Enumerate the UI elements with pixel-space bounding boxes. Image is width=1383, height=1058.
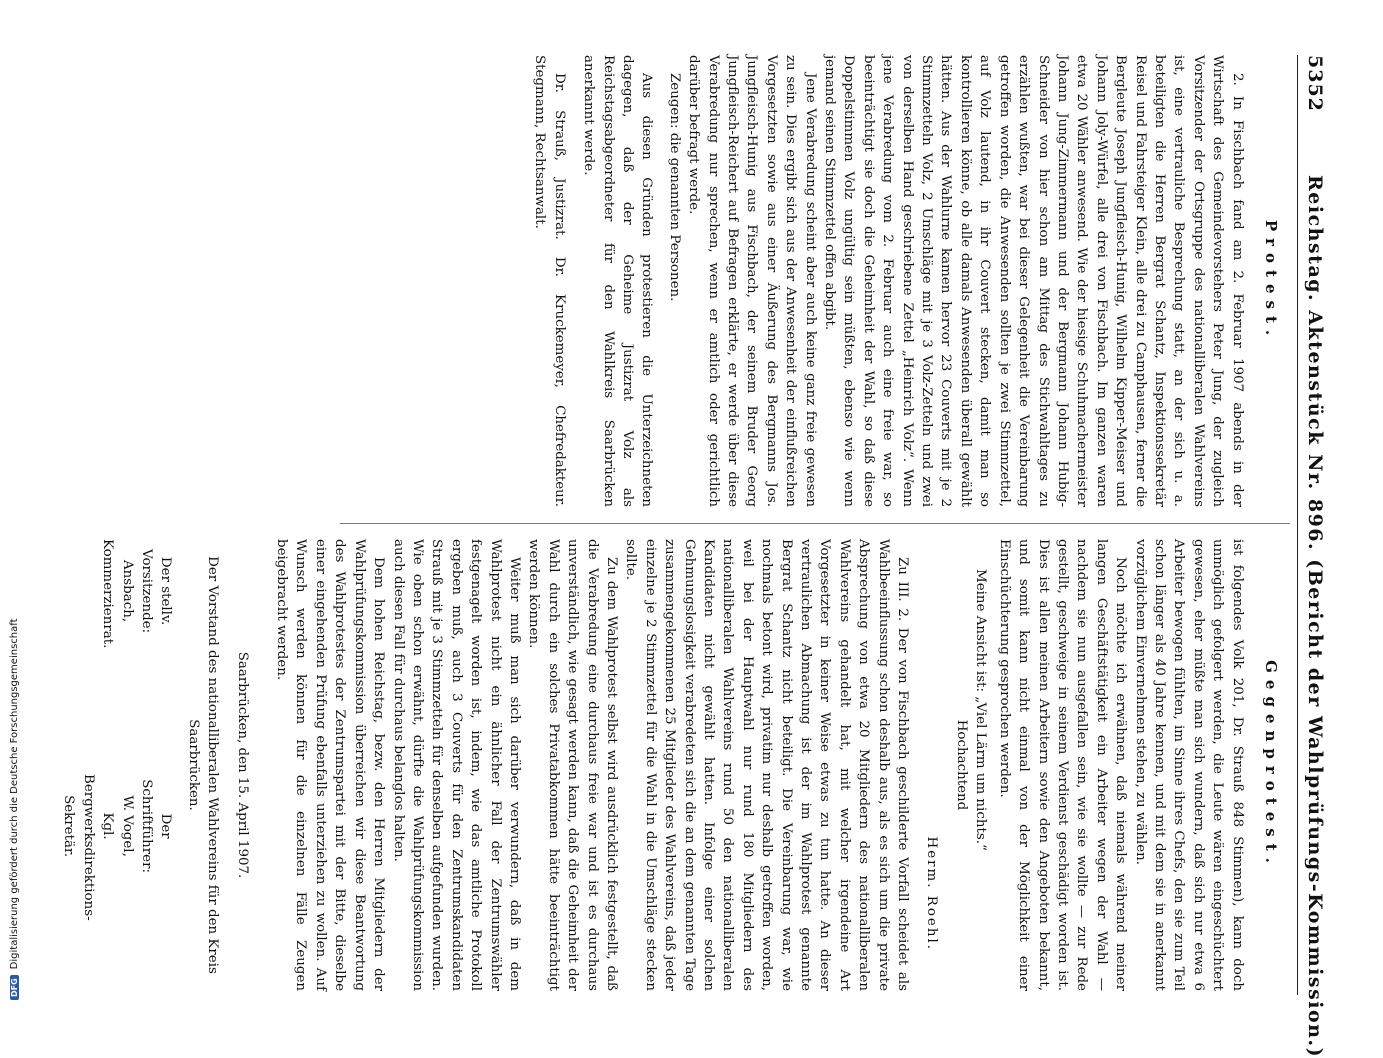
counter-protest-heading: Gegenprotest. [1262, 660, 1280, 870]
dfg-logo: DFG [10, 975, 19, 1000]
closing-signature: Herm. Roehl. [924, 836, 940, 951]
protest-heading: Protest. [1262, 219, 1280, 343]
page-header [1297, 55, 1330, 1058]
paragraph: Zu dem Wahlprotest selbst wird ausdrücklich festgestellt, daß die Verabredung eine durchaus freie war und ist es durchaus unverständlich, wie gesagt werden kann, daß die Geheimheit der Wahl durch ein solches Privatabkommen hätte beeinträchtigt werden können. [526, 539, 619, 991]
signatory [59, 539, 175, 756]
closing-formula: Hochachtend [953, 719, 969, 811]
paragraph: ist folgendes Volk 201, Dr. Strauß 848 Stimmen), kann doch unmöglich gefolgert werden, die Leute wären eingeschüchtert gewesen, eher müßte man sich wundern, daß sich nur etwa 6 Arbeiter bewogen fühlten, im Sinne ihres Chefs, den sie zum Teil schon länger als 40 Jahre kennen, und mit dem sie in anerkannt vorzüglichem Einvernehmen stehen, zu wählen. [1132, 539, 1245, 991]
signatory-title: Kgl. Bergwerksdirektions-Sekretär. [61, 774, 116, 921]
signatory-name: Ansbach, [119, 560, 135, 623]
signatory-role: Der Schriftführer: [139, 779, 174, 873]
signatory-name: W. Vogel, [119, 795, 135, 857]
signatory [59, 774, 175, 991]
paragraph: Noch möchte ich erwähnen, daß niemals während meiner langen Geschäftstätigkeit ein Arbeiter wegen der Wahl — nachdem sie nun ausgefallen sein, wie sie wollte — zur Rede gestellt, geschweige in seinem Verdienst geschädigt worden ist. Dies ist allen meinen Arbeitern sowie den Angeboten bekannt, und somit kann nicht einmal von der Möglichkeit einer Einschüchterung gesprochen werden. [996, 539, 1129, 991]
place-date: Saarbrücken, den 15. April 1907. [234, 651, 250, 879]
paragraph: Meine Ansicht ist: „Viel Lärm um nichts.“ [973, 569, 989, 851]
paragraph: Weiter muß man sich darüber verwundern, daß in dem Wahlprotest nicht ein ähnlicher Fall der Zentrumswähler festgenagelt worden ist, indem, wie das amtliche Protokoll ergeben muß, auch 3 Couverts für den Zentrumskandidaten Strauß mit je 3 Stimmzetteln für denselben aufgefunden wurden. Wie oben schon erwähnt, dürfte die Wahlprüfungskommission auch diesen Fall für durchaus belanglos halten. [390, 539, 522, 991]
page-number: 5352 [1304, 55, 1326, 112]
witness-line: Zeugen: die genannten Personen. [666, 73, 682, 302]
digitization-note [9, 0, 23, 1000]
running-title: Reichstag. Aktenstück Nr. 896. (Bericht der Wahlprüfungs-Kommission.) [1304, 175, 1326, 1058]
board-title: Der Vorstand des nationalliberalen Wahlvereins für den Kreis Saarbrücken. [185, 556, 221, 974]
paragraph: 2. In Fischbach fand am 2. Februar 1907 abends in der Wirtschaft des Gemeindevorstehers Peter Jung, der zugleich Vorsitzender der Ortsgruppe des nationalliberalen Wahlvereins ist, eine vertrauliche Besprechung statt, an der sich u. a. beteiligten die Herren Bergrat Schantz, Inspektionssekretär Reisel und Fahrsteiger Klein, alle drei zu Camphausen, ferner die Bergleute Joseph Jungfleisch-Hunig, Wilhelm Kipper-Meiser und Johann Joly-Würfel, alle drei von Fischbach. Im ganzen waren etwa 20 Wähler anwesend. Wie der hiesige Schuhmachermeister Johann Jung-Zimmermann und der Bergmann Johann Hubig-Schneider von hier schon am Mittag des Stichwahltages zu erzählen wußten, war bei dieser Gelegenheit die Vereinbarung getroffen worden, die Anwesenden sollten je zwei Stimmzettel, auf Volz lautend, in ihr Couvert stecken, damit man so kontrollieren könne, ob alle damals Anwesenden überall gewählt hätten. Aus der Wahlurne kamen hervor 23 Couverts mit je 2 Stimmzetteln Volz, 2 Umschläge mit je 3 Volz-Zetteln und zwei von derselben Hand geschriebene Zettel „Heinrich Volz“. Wenn jene Verabredung vom 2. Februar auch eine freie war, so beeinträchtigt sie doch die Geheimheit der Wahl, so daß diese Doppelstimmen Volz ungültig sein müßten, ebenso wie wenn jemand seinen Stimmzettel offen abgibt. [822, 55, 1245, 507]
paragraph: Zu III. 2. Der von Fischbach geschilderte Vorfall scheidet als Wahlbeeinflussung schon deshalb aus, als es sich um die private Absprechung von etwa 20 Mitgliedern des nationalliberalen Wahlvereins gehandelt hat, mit welcher irgendeine Art Vorgesetzter in keiner Weise etwas zu tun hatte. An dieser vertraulichen Abmachung ist der im Wahlprotest genannte Bergrat Schantz nicht beteiligt. Die Vereinbarung war, wie nochmals betont wird, privatim nur deshalb getroffen worden, weil bei der Hauptwahl nur rund 180 Mitgliedern des nationalliberalen Wahlvereins rund 50 den nationalliberalen Kandidaten nicht gewählt hatten. Infolge einer solchen Gehmungslosigkeit verabredeten sich die an dem genannten Tage zusammengekommenen 25 Mitglieder des Wahlvereins, daß jeder einzelne je 2 Stimmzettel für die Wahl in die Umschläge stecken sollte. [623, 539, 911, 991]
paragraph: Jene Verabredung scheint aber auch keine ganz freie gewesen zu sein. Dies ergibt sich aus der Anwesenheit der einflußreichen Vorgesetzten sowie aus einer Äußerung des Bergmanns Jos. Jungfleisch-Hunig aus Fischbach, der seinem Bruder Georg Jungfleisch-Reichert auf Befragen erklärte, er werde über diese Verabredung nur sprechen, wenn er amtlich oder gerichtlich darüber befragt werde. [686, 55, 818, 507]
digitization-note-text: Digitalisierung gefördert durch die Deutsche Forschungsgemeinschaft [9, 618, 20, 970]
signatory-title: Kommerzienrat. [100, 539, 116, 649]
signatory-role: Der stellv. Vorsitzende: [139, 549, 174, 634]
signatories [59, 539, 175, 991]
column-divider [340, 523, 1290, 524]
left-column [530, 55, 1288, 507]
paragraph: Aus diesen Gründen protestieren die Unterzeichneten dagegen, daß der Geheime Justizrat Volz als Reichstagsabgeordneter für den Wahlkreis Saarbrücken anerkannt werde. [581, 55, 655, 507]
rotated-page [61, 55, 1330, 1058]
right-column [59, 539, 1288, 991]
protest-signature: Dr. Strauß, Justizrat. Dr. Kruckemeyer, Chefredakteur. Stegmann, Rechtsanwalt. [532, 55, 567, 507]
paragraph: Dem hohen Reichstag, bezw. den Herren Mitgliedern der Wahlprüfungskommission überreichen wir diese Beantwortung des Wahlprotestes der Zentrumspartei mit der Bitte, dieselbe einer eingehenden Prüfung ebenfalls unterziehen zu wollen. Auf Wunsch werden können für die einzelnen Fälle Zeugen beigebracht werden. [274, 539, 387, 991]
